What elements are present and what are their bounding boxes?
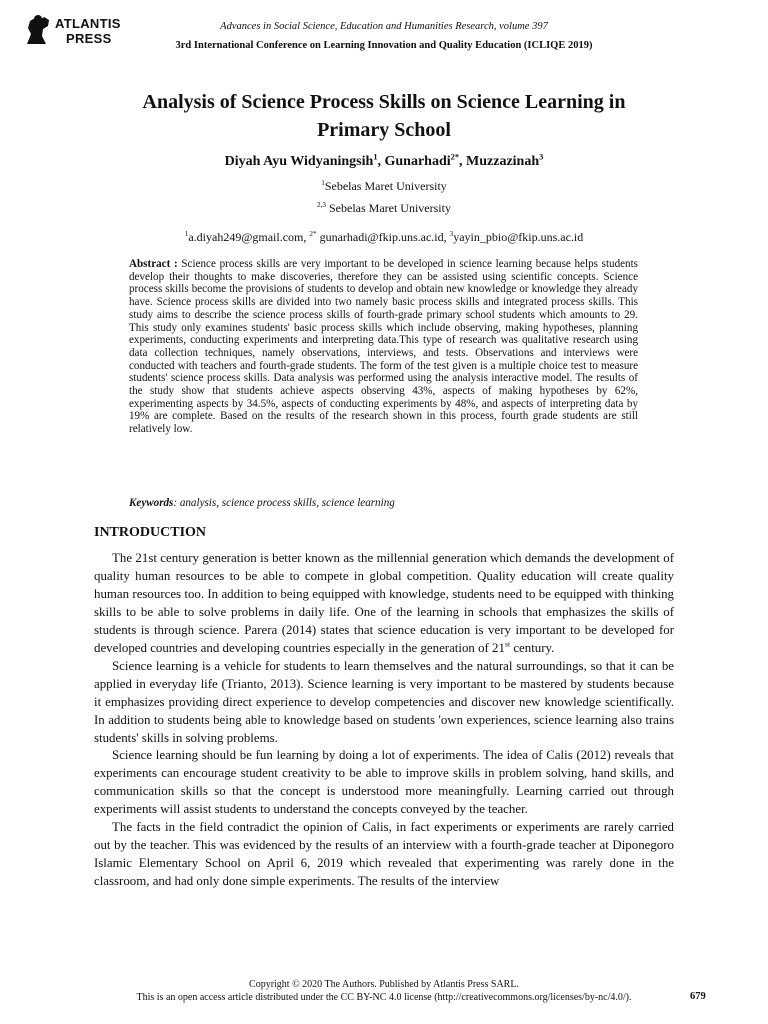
page-number: 679 [690, 991, 706, 1002]
paragraph: Science learning should be fun learning by doing a lot of experiments. The idea of Calis (2012) reveals that experiments can encourage student creativity to be able to improve skills in problem solving, hand skills, and communication skills so that the concept is understood more meaningfully. Learning carried out through experiments will assist students to understand the concepts conveyed by the teacher. [94, 748, 674, 817]
affiliation-mark: 2,3 [317, 201, 326, 209]
license-line: This is an open access article distributed under the CC BY-NC 4.0 license (http://creativecommons.org/licenses/by-nc/4.0/). [136, 992, 632, 1003]
paragraph: The facts in the field contradict the opinion of Calis, in fact experiments or experiments are rarely carried out by the teacher. This was evidenced by the results of an interview with a fourth-grade teacher at Diponegoro Islamic Elementary School on April 6, 2019 which revealed that experimenting was rarely done in the classroom, and had only done simple experiments. The results of the interview [94, 820, 674, 889]
author-list [0, 154, 768, 170]
affiliation-name: Sebelas Maret University [324, 179, 447, 193]
paper-title [0, 88, 768, 144]
logo-line-1: ATLANTIS [55, 16, 121, 31]
paragraph-text: century. [510, 640, 555, 655]
keywords [129, 497, 638, 509]
author-name: Diyah Ayu Widyaningsih [224, 154, 374, 169]
title-line-1: Analysis of Science Process Skills on Science Learning in [142, 91, 626, 113]
page-footer [0, 978, 768, 1004]
email-mark: 2* [309, 230, 317, 238]
affiliation [0, 179, 768, 194]
paragraph [94, 550, 674, 658]
series-header: Advances in Social Science, Education and Humanities Research, volume 397 [220, 21, 548, 32]
affiliation [0, 201, 768, 216]
keywords-text: : analysis, science process skills, science learning [173, 497, 395, 509]
section-heading: INTRODUCTION [94, 525, 207, 540]
author-name: Muzzazinah [466, 154, 540, 169]
email-address: yayin_pbio@fkip.uns.ac.id [453, 230, 584, 244]
keywords-label: Keywords [129, 497, 174, 509]
title-line-2: Primary School [317, 119, 451, 141]
email-mark: 1 [184, 230, 189, 238]
conference-header: 3rd International Conference on Learning Innovation and Quality Education (ICLIQE 2019) [175, 40, 593, 51]
paragraph-text: The 21st century generation is better known as the millennial generation which demands the development of quality human resources to be able to compete in global competition. Quality education will create quality human resources too. In addition to being equipped with knowledge, students need to be equipped with thinking skills to be able to solve problems in daily life. One of the learning in schools that emphasizes the skills of students is through science. Parera (2014) states that science education is very important to be developed for developed countries and developing countries especially in the generation of 21 [94, 551, 674, 655]
author-name: Gunarhadi [384, 154, 451, 169]
email-address: gunarhadi@fkip.uns.ac.id, [316, 230, 450, 244]
author-separator: , [377, 154, 385, 169]
affiliation-name: Sebelas Maret University [326, 201, 451, 215]
logo-line-2: PRESS [66, 31, 112, 46]
affiliation-mark: 1 [321, 179, 325, 187]
email-mark: 3 [449, 230, 454, 238]
author-mark: 3 [539, 152, 544, 162]
author-mark: 2* [450, 152, 460, 162]
author-mark: 1 [373, 152, 378, 162]
abstract-label: Abstract : [129, 258, 178, 270]
author-separator: , [459, 154, 467, 169]
paragraph: Science learning is a vehicle for students to learn themselves and the natural surroundings, so that it can be applied in everyday life (Trianto, 2013). Science learning is very important to be mastered by students because it emphasizes providing direct experience to develop competencies and discover new knowledge scientifically. In addition to students being able to knowledge based on students 'own experiences, science learning also trains students' skills in solving problems. [94, 658, 674, 745]
body-text [94, 550, 674, 891]
author-emails [0, 230, 768, 245]
abstract [129, 258, 638, 436]
copyright-line: Copyright © 2020 The Authors. Published by Atlantis Press SARL. [249, 979, 519, 990]
superscript: st [504, 639, 511, 649]
email-address: a.diyah249@gmail.com, [188, 230, 310, 244]
abstract-text: Science process skills are very important to be developed in science learning because helps students develop their thoughts to make discoveries, therefore they can be assisted using scientific concepts. Science process skills become the provisions of students to develop and obtain new knowledge or knowledge they already have. Science process skills are divided into two namely basic process skills and integrated process skills. This study aims to describe the science process skills of fourth-grade primary school students which amounts to 29. This study only examines students' basic process skills which include observing, making hypotheses, planning experiments, conducting experiments and interpreting data.This type of research was qualitative research using data collection techniques, namely observations, interviews, and tests. Observations and interviews were conducted with teachers and fourth-grade students. The form of the test given is a multiple choice test to measure students' science process skills. Data analysis was performed using the analysis interactive model. The results of the study show that students achieve aspects observing 43%, aspects of making hypotheses by 62%, experimenting aspects by 34.5%, aspects of conducting experiments by 48%, and aspects of interpreting data by 19% are complete. Based on the results of the research shown in this process, fourth grade students are still relatively low. [129, 258, 638, 436]
